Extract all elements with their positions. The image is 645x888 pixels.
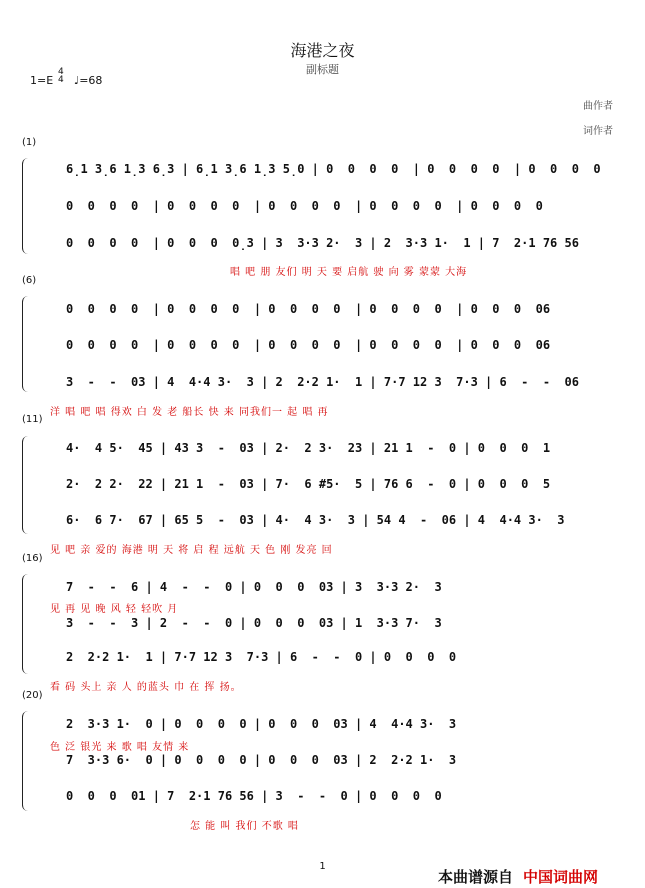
score-system (20, 288, 620, 418)
score-line: 2 2·2 1· 1 | 7·7 12 3 7·3 | 6 - - 0 | 0 0 0 0 (66, 650, 457, 664)
key-signature: 1=E (30, 74, 54, 87)
score-line: 0 0 0 0 | 0 0 0 0 | 0 0 0 0 | 0 0 0 0 | 0 0 0 0 (66, 199, 543, 213)
lyricist-credit: 词作者 (583, 126, 613, 137)
score-system (20, 150, 620, 278)
measure-number: (6) (22, 275, 37, 286)
system-brace (22, 711, 29, 811)
page-number: 1 (319, 861, 326, 872)
score-system (20, 705, 620, 835)
score-line: 0 0 0 0 | 0 0 0 0 | 0 0 0 0 | 0 0 0 0 | 0 0 0 06 (66, 338, 551, 352)
system-brace (22, 296, 29, 392)
system-brace (22, 158, 29, 254)
score-line: 0 0 0 0 | 0 0 0 0̣3 | 3 3·3 2· 3 | 2 3·3 1· 1 | 7 2·1 76 56 (66, 236, 579, 250)
time-signature: 4 4 (58, 67, 64, 85)
measure-number: (20) (22, 690, 43, 701)
system-brace (22, 574, 29, 674)
score-system (20, 428, 620, 556)
measure-number: (1) (22, 137, 37, 148)
score-line: 0 0 0 0 | 0 0 0 0 | 0 0 0 0 | 0 0 0 0 | 0 0 0 06 (66, 302, 551, 316)
score-line: 6̣1 3̣6 1̣3 6̣3 | 6̣1 3̣6 1̣3 5̣0 | 0 0 0 0 | 0 0 0 0 | 0 0 0 0 (66, 162, 601, 176)
score-line: 7 - - 6 | 4 - - 0 | 0 0 0 03 | 3 3·3 2· 3 (66, 580, 442, 594)
score-line: 3 - - 3 | 2 - - 0 | 0 0 0 03 | 1 3·3 7· 3 (66, 616, 442, 630)
lyric-line: 见 吧 亲 爱的 海港 明 天 将 启 程 远航 天 色 刚 发亮 回 (50, 545, 333, 556)
measure-number: (11) (22, 414, 43, 425)
lyric-line: 看 码 头上 亲 人 的蓝头 巾 在 挥 扬。 (50, 682, 242, 693)
page-title: 海港之夜 (290, 41, 355, 60)
measure-number: (16) (22, 553, 43, 564)
source-site-link[interactable]: 中国词曲网 (523, 868, 599, 886)
lyric-line: 色 泛 银光 来 歌 唱 友情 来 (50, 742, 190, 753)
lyric-line: 唱 吧 朋 友们 明 天 要 启航 驶 向 雾 蒙蒙 大海 (230, 267, 468, 278)
system-brace (22, 436, 29, 534)
score-line: 2· 2 2· 22 | 21 1 - 03 | 7· 6 #5· 5 | 76 6 - 0 | 0 0 0 5 (66, 477, 551, 491)
source-label: 本曲谱源自 (438, 868, 514, 886)
lyric-line: 见 再 见 晚 风 轻 轻吹 月 (50, 604, 179, 615)
score-line: 2 3·3 1· 0 | 0 0 0 0 | 0 0 0 03 | 4 4·4 3· 3 (66, 717, 457, 731)
lyric-line: 怎 能 叫 我们 不歌 唱 (190, 821, 299, 832)
source-footer (438, 866, 598, 887)
score-line: 7 3·3 6· 0 | 0 0 0 0 | 0 0 0 03 | 2 2·2 1· 3 (66, 753, 457, 767)
score-line: 6· 6 7· 67 | 65 5 - 03 | 4· 4 3· 3 | 54 4 - 06 | 4 4·4 3· 3 (66, 513, 565, 527)
tempo-marking: ♩=68 (74, 74, 103, 87)
score-line: 3 - - 03 | 4 4·4 3· 3 | 2 2·2 1· 1 | 7·7 12 3 7·3 | 6 - - 06 (66, 375, 579, 389)
lyric-line: 洋 唱 吧 唱 得欢 白 发 老 船长 快 来 同我们一 起 唱 再 (50, 407, 329, 418)
composer-credit: 曲作者 (583, 101, 613, 112)
score-system (20, 568, 620, 693)
page-subtitle: 副标题 (306, 63, 339, 76)
score-line: 0 0 0 01 | 7 2·1 76 56 | 3 - - 0 | 0 0 0 0 (66, 789, 442, 803)
score-line: 4· 4 5· 45 | 43 3 - 03 | 2· 2 3· 23 | 21 1 - 0 | 0 0 0 1 (66, 441, 551, 455)
